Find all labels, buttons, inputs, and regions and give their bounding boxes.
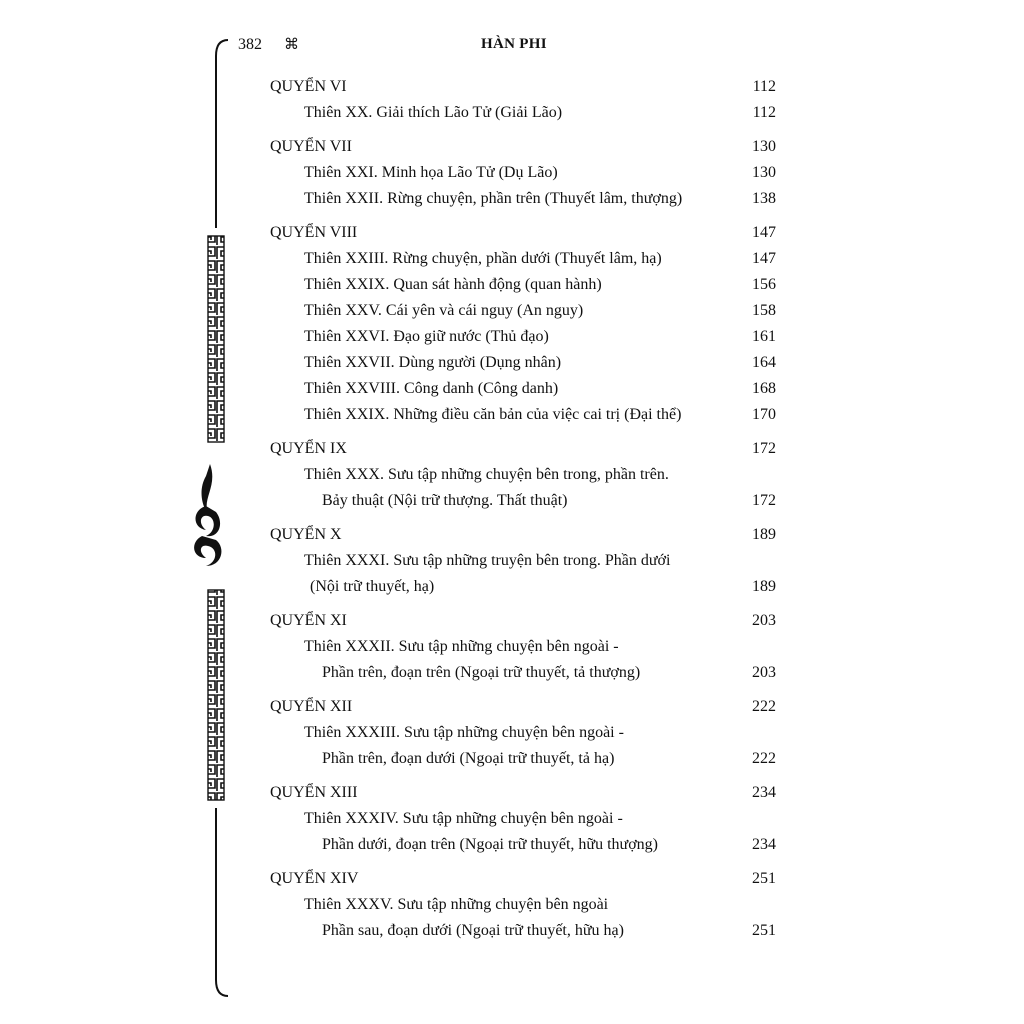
chapter-title: Thiên XXI. Minh họa Lão Tử (Dụ Lão) xyxy=(304,164,558,181)
running-header xyxy=(238,36,778,60)
bottom-bracket-line xyxy=(216,808,228,996)
chapter-title-continued: Phần sau, đoạn dưới (Ngoại trữ thuyết, hữu hạ) xyxy=(322,922,624,939)
volume-page: 112 xyxy=(752,78,776,95)
volume-page: 189 xyxy=(752,526,776,543)
toc-chapter-row xyxy=(270,634,776,660)
toc-chapter-row xyxy=(270,376,776,402)
toc-chapter-row xyxy=(270,720,776,746)
chapter-title: Thiên XXVII. Dùng người (Dụng nhân) xyxy=(304,354,562,371)
top-bracket-line xyxy=(216,40,228,228)
toc-chapter-row xyxy=(270,246,776,272)
decorative-border xyxy=(188,36,240,1000)
chapter-title: Thiên XXXII. Sưu tập những chuyện bên ngoài - xyxy=(304,638,619,655)
toc-chapter-continuation-row xyxy=(270,488,776,514)
chapter-page: 189 xyxy=(752,578,776,595)
volume-title: QUYỂN VII xyxy=(270,138,352,155)
toc-volume-row xyxy=(270,220,776,246)
chapter-page: 156 xyxy=(752,276,776,293)
volume-page: 147 xyxy=(752,224,776,241)
toc-chapter-row xyxy=(270,892,776,918)
volume-title: QUYỂN VIII xyxy=(270,224,358,241)
volume-title: QUYỂN IX xyxy=(270,440,347,457)
volume-page: 234 xyxy=(752,784,776,801)
table-of-contents xyxy=(270,74,776,944)
chapter-title-continued: Phần dưới, đoạn trên (Ngoại trữ thuyết, hữu thượng) xyxy=(322,836,658,853)
chapter-page: 203 xyxy=(752,664,776,681)
volume-title: QUYỂN XII xyxy=(270,698,353,715)
chapter-title: Thiên XX. Giải thích Lão Tử (Giải Lão) xyxy=(304,104,563,121)
volume-page: 172 xyxy=(752,440,776,457)
chapter-title: Thiên XXXI. Sưu tập những truyện bên trong. Phần dưới xyxy=(304,552,671,569)
volume-title: QUYỂN VI xyxy=(270,78,347,95)
toc-chapter-row xyxy=(270,402,776,428)
toc-volume-row xyxy=(270,74,776,100)
volume-title: QUYỂN X xyxy=(270,526,342,543)
toc-volume-row xyxy=(270,608,776,634)
toc-chapter-row xyxy=(270,160,776,186)
chapter-page: 112 xyxy=(752,104,776,121)
place-of-interest-icon: ⌘ xyxy=(284,35,299,53)
chapter-title: Thiên XXXIV. Sưu tập những chuyện bên ngoài - xyxy=(304,810,623,827)
chapter-title: Thiên XXXV. Sưu tập những chuyện bên ngoài xyxy=(304,896,609,913)
upper-fret-band xyxy=(208,236,224,442)
volume-title: QUYỂN XIII xyxy=(270,784,358,801)
chapter-title: Thiên XXIII. Rừng chuyện, phần dưới (Thuyết lâm, hạ) xyxy=(304,250,662,267)
chapter-title: Thiên XXVI. Đạo giữ nước (Thủ đạo) xyxy=(304,328,549,345)
toc-chapter-continuation-row xyxy=(270,574,776,600)
volume-page: 130 xyxy=(752,138,776,155)
toc-chapter-row xyxy=(270,100,776,126)
chapter-page: 147 xyxy=(752,250,776,267)
toc-volume-row xyxy=(270,436,776,462)
toc-chapter-row xyxy=(270,324,776,350)
cloud-ornament-icon xyxy=(194,464,221,566)
toc-chapter-row xyxy=(270,186,776,212)
volume-page: 222 xyxy=(752,698,776,715)
chapter-title: Thiên XXII. Rừng chuyện, phần trên (Thuyết lâm, thượng) xyxy=(304,190,683,207)
toc-chapter-row xyxy=(270,548,776,574)
chapter-page: 161 xyxy=(752,328,776,345)
toc-chapter-continuation-row xyxy=(270,832,776,858)
toc-volume-row xyxy=(270,780,776,806)
chapter-page: 222 xyxy=(752,750,776,767)
chapter-title-continued: Phần trên, đoạn dưới (Ngoại trữ thuyết, tả hạ) xyxy=(322,750,615,767)
toc-chapter-continuation-row xyxy=(270,918,776,944)
volume-page: 203 xyxy=(752,612,776,629)
chapter-page: 168 xyxy=(752,380,776,397)
chapter-title: Thiên XXVIII. Công danh (Công danh) xyxy=(304,380,559,397)
toc-volume-row xyxy=(270,694,776,720)
toc-chapter-row xyxy=(270,350,776,376)
toc-chapter-row xyxy=(270,462,776,488)
chapter-page: 138 xyxy=(752,190,776,207)
toc-chapter-continuation-row xyxy=(270,746,776,772)
page-number: 382 xyxy=(238,36,262,53)
chapter-page: 170 xyxy=(752,406,776,423)
chapter-page: 251 xyxy=(752,922,776,939)
chapter-title: Thiên XXV. Cái yên và cái nguy (An nguy) xyxy=(304,302,584,319)
chapter-title: Thiên XXX. Sưu tập những chuyện bên trong, phần trên. xyxy=(304,466,669,483)
chapter-page: 130 xyxy=(752,164,776,181)
chapter-page: 172 xyxy=(752,492,776,509)
chapter-page: 164 xyxy=(752,354,776,371)
toc-chapter-row xyxy=(270,272,776,298)
volume-page: 251 xyxy=(752,870,776,887)
book-title: HÀN PHI xyxy=(481,36,547,52)
toc-volume-row xyxy=(270,522,776,548)
toc-chapter-row xyxy=(270,806,776,832)
volume-title: QUYỂN XIV xyxy=(270,870,359,887)
chapter-page: 158 xyxy=(752,302,776,319)
chapter-title: Thiên XXIX. Quan sát hành động (quan hành) xyxy=(304,276,602,293)
chapter-title-continued: Bảy thuật (Nội trữ thượng. Thất thuật) xyxy=(322,492,568,509)
toc-chapter-continuation-row xyxy=(270,660,776,686)
chapter-page: 234 xyxy=(752,836,776,853)
volume-title: QUYỂN XI xyxy=(270,612,347,629)
toc-chapter-row xyxy=(270,298,776,324)
chapter-title: Thiên XXIX. Những điều căn bản của việc cai trị (Đại thể) xyxy=(304,406,682,423)
lower-fret-band xyxy=(208,590,224,800)
chapter-title-continued: (Nội trữ thuyết, hạ) xyxy=(310,578,435,595)
chapter-title-continued: Phần trên, đoạn trên (Ngoại trữ thuyết, tả thượng) xyxy=(322,664,641,681)
toc-volume-row xyxy=(270,134,776,160)
chapter-title: Thiên XXXIII. Sưu tập những chuyện bên ngoài - xyxy=(304,724,624,741)
toc-volume-row xyxy=(270,866,776,892)
